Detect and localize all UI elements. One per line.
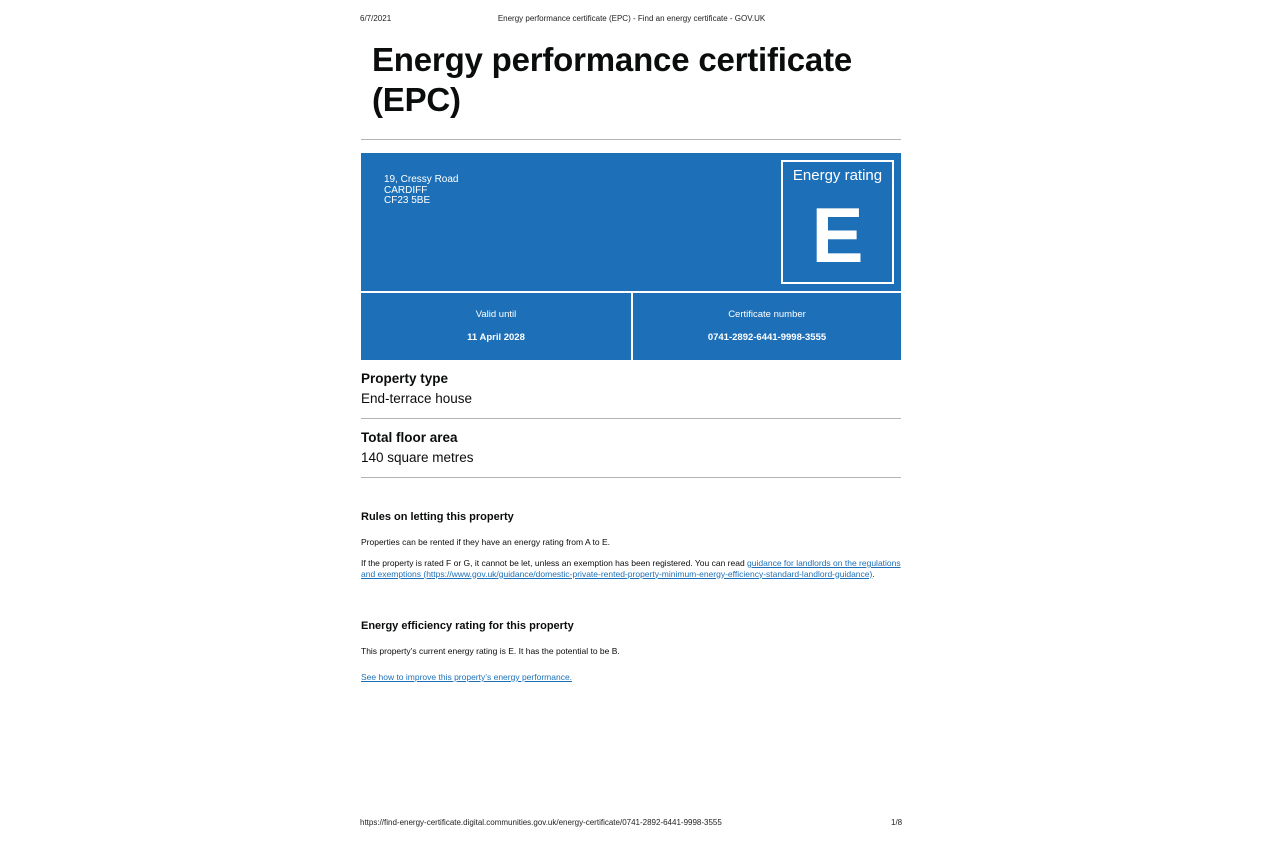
certificate-number-cell (633, 293, 901, 360)
print-page-title: Energy performance certificate (EPC) - Find an energy certificate - GOV.UK (497, 14, 766, 23)
address-line-2: CARDIFF (384, 184, 428, 196)
property-type-label: Property type (361, 371, 449, 386)
letting-rules-heading: Rules on letting this property (361, 511, 514, 523)
summary-divider-1 (361, 418, 901, 419)
energy-rating-box (781, 160, 894, 284)
summary-divider-2 (361, 477, 901, 478)
floor-area-value: 140 square metres (361, 450, 474, 465)
landlord-guidance-link[interactable]: guidance for landlords on the regulations and exemptions (https://www.gov.uk/guidance/domestic-private-rented-property-minimum-energy-efficiency-standard-landlord-guidance) (361, 558, 901, 579)
energy-rating-letter: E (811, 191, 864, 279)
improve-performance-paragraph (361, 672, 901, 683)
efficiency-rating-heading: Energy efficiency rating for this property (361, 620, 574, 632)
letting-rules-suffix: . (872, 568, 875, 579)
letting-rules-paragraph-1: Properties can be rented if they have an energy rating from A to E. (361, 537, 611, 547)
property-address (384, 175, 458, 207)
title-divider (361, 139, 901, 140)
valid-until-value: 11 April 2028 (467, 332, 525, 343)
address-line-3: CF23 5BE (384, 195, 431, 206)
address-line-1: 19, Cressy Road (384, 174, 459, 185)
efficiency-rating-paragraph: This property’s current energy rating is E. It has the potential to be B. (361, 646, 620, 656)
print-footer-url: https://find-energy-certificate.digital.communities.gov.uk/energy-certificate/0741-2892-6441-9998-3555 (360, 818, 722, 827)
print-page-number: 1/8 (891, 818, 903, 827)
improve-performance-link[interactable]: See how to improve this property’s energy performance. (361, 672, 573, 682)
floor-area-label: Total floor area (361, 430, 458, 445)
property-type-value: End-terrace house (361, 391, 473, 406)
certificate-number-value: 0741-2892-6441-9998-3555 (707, 332, 827, 343)
certificate-summary-box (361, 153, 901, 360)
certificate-number-label: Certificate number (728, 309, 806, 320)
letting-rules-text: If the property is rated F or G, it cannot be let, unless an exemption has been registered. You can read (361, 558, 748, 568)
page-title: Energy performance certificate (EPC) (372, 41, 853, 118)
letting-rules-paragraph-2 (361, 558, 901, 579)
print-date: 6/7/2021 (360, 14, 392, 23)
valid-until-label: Valid until (475, 309, 517, 320)
energy-rating-label: Energy rating (792, 167, 883, 184)
valid-until-cell (361, 293, 631, 360)
